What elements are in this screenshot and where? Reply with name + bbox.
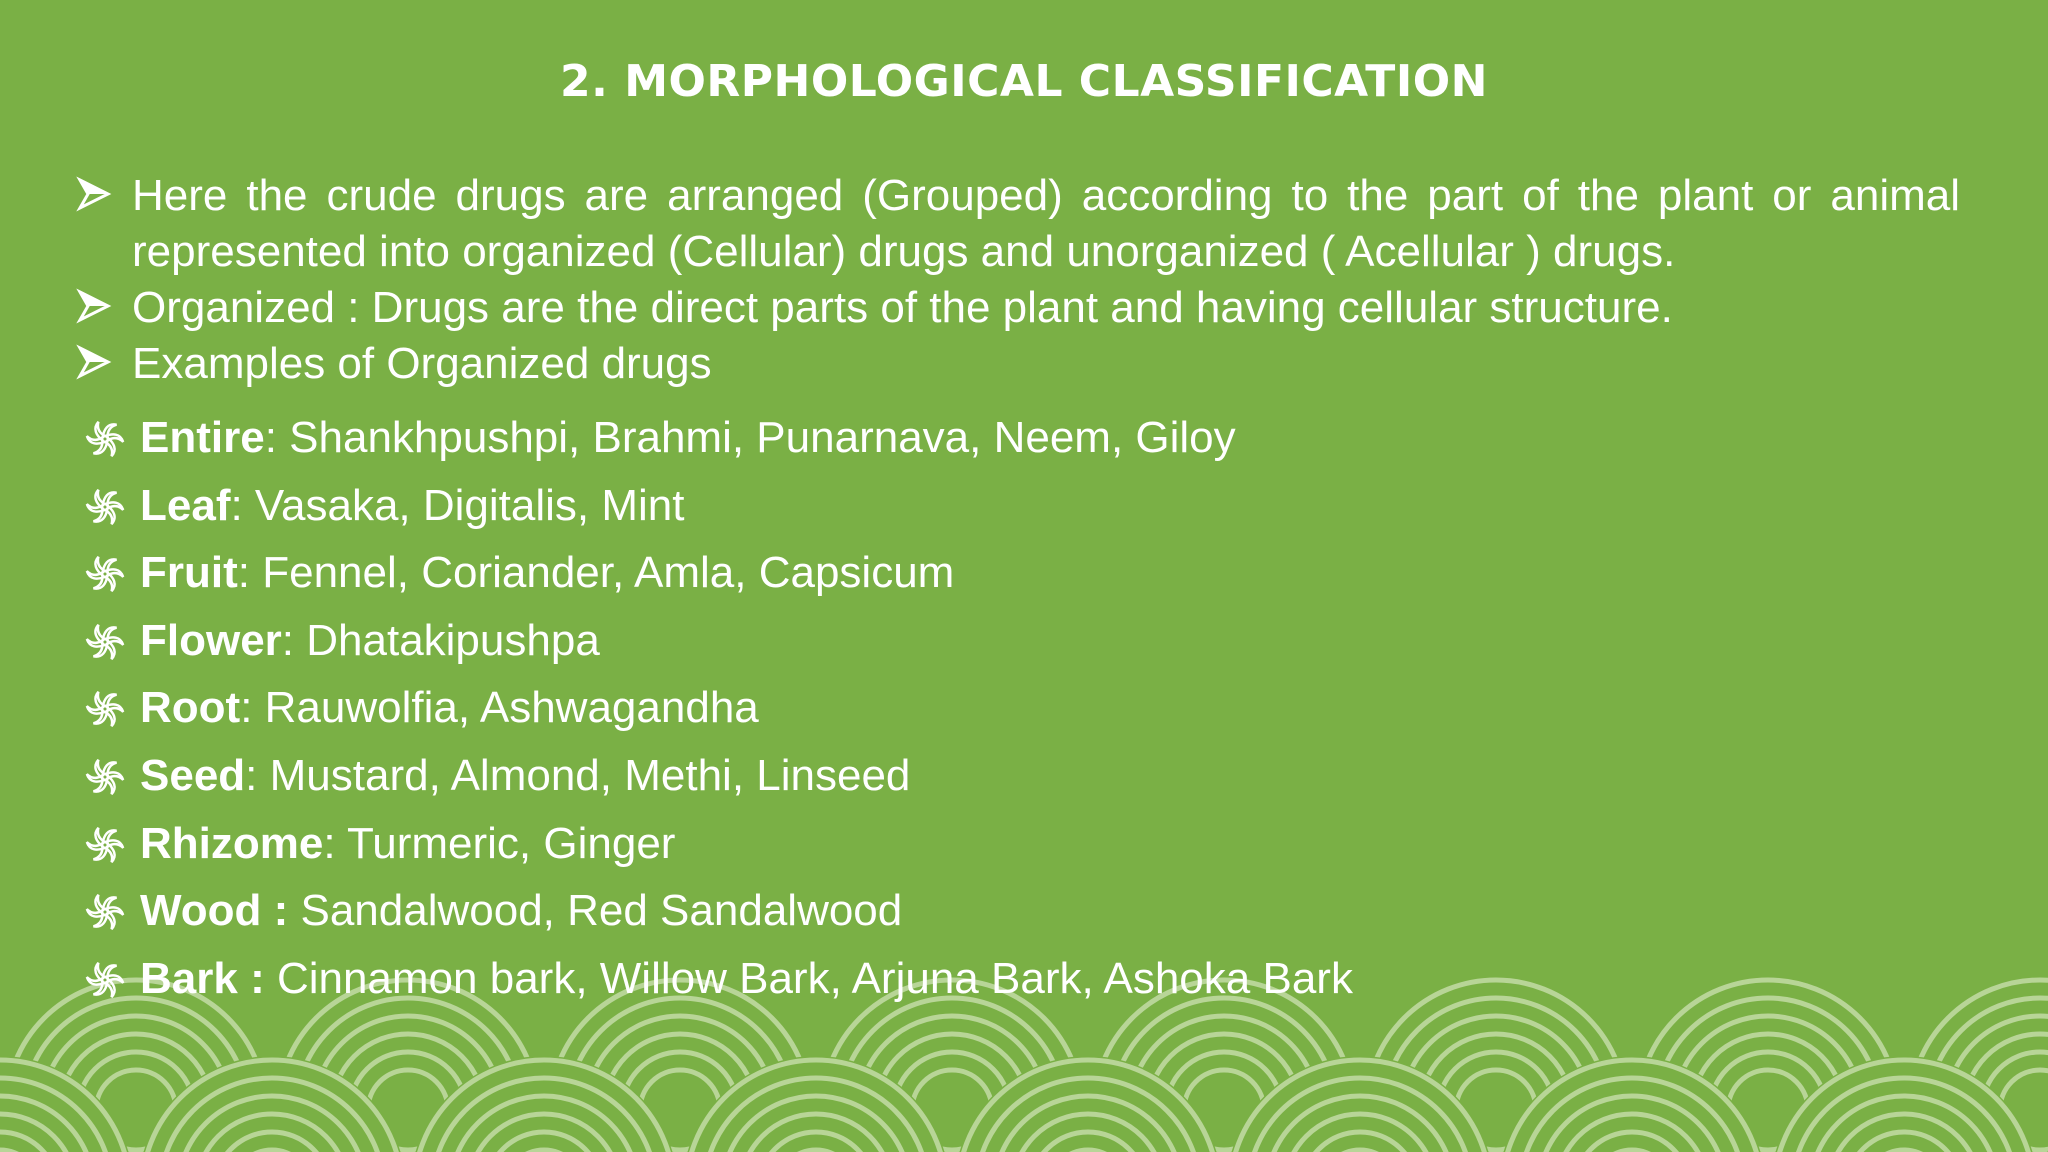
example-text: Sandalwood, Red Sandalwood bbox=[288, 886, 903, 936]
example-text: : Shankhpushpi, Brahmi, Punarnava, Neem, Giloy bbox=[264, 413, 1236, 462]
example-item bbox=[84, 611, 1353, 679]
example-term: Leaf bbox=[140, 480, 231, 530]
example-term: Fruit bbox=[140, 548, 238, 598]
arrowhead-icon bbox=[76, 342, 112, 382]
example-term: Entire bbox=[140, 413, 265, 462]
swirl-icon bbox=[84, 891, 126, 933]
example-item bbox=[84, 678, 1353, 746]
example-text: Cinnamon bark, Willow Bark, Arjuna Bark, Ashoka Bark bbox=[264, 953, 1353, 1003]
swirl-icon bbox=[84, 553, 126, 595]
bullet-item bbox=[76, 280, 1960, 336]
swirl-icon bbox=[84, 621, 126, 663]
example-text: : Mustard, Almond, Methi, Linseed bbox=[245, 750, 911, 800]
example-text: : Dhatakipushpa bbox=[281, 615, 600, 665]
example-term: Flower bbox=[140, 615, 282, 665]
bullet-text: Organized : Drugs are the direct parts of the plant and having cellular structure. bbox=[132, 283, 1673, 332]
slide-title: 2. MORPHOLOGICAL CLASSIFICATION bbox=[560, 56, 1488, 107]
example-item bbox=[84, 746, 1353, 814]
example-term: Seed bbox=[140, 750, 246, 800]
arrowhead-icon bbox=[76, 286, 112, 326]
swirl-icon bbox=[84, 756, 126, 798]
swirl-icon bbox=[84, 824, 126, 866]
example-term: Rhizome bbox=[140, 818, 324, 868]
bullet-item bbox=[76, 168, 1960, 280]
swirl-icon bbox=[84, 688, 126, 730]
example-term: Wood : bbox=[140, 886, 289, 936]
example-item bbox=[84, 949, 1353, 1017]
bullet-text: Examples of Organized drugs bbox=[132, 339, 712, 388]
bullet-text: Here the crude drugs are arranged (Grouped) according to the part of the plant or animal represented into organized (Cellular) drugs and unorganized ( Acellular ) drugs. bbox=[132, 171, 1960, 276]
example-term: Root bbox=[140, 683, 241, 733]
example-item bbox=[84, 881, 1353, 949]
swirl-icon bbox=[84, 418, 126, 460]
example-text: : Fennel, Coriander, Amla, Capsicum bbox=[237, 548, 955, 598]
example-term: Bark : bbox=[140, 953, 265, 1003]
swirl-icon bbox=[84, 486, 126, 528]
arrowhead-icon bbox=[76, 174, 112, 214]
example-text: : Turmeric, Ginger bbox=[323, 818, 676, 868]
swirl-icon bbox=[84, 959, 126, 1001]
example-item bbox=[84, 814, 1353, 882]
example-item bbox=[84, 408, 1353, 476]
example-text: : Rauwolfia, Ashwagandha bbox=[240, 683, 759, 733]
example-text: : Vasaka, Digitalis, Mint bbox=[230, 480, 685, 530]
example-item bbox=[84, 543, 1353, 611]
examples-list bbox=[84, 408, 1353, 1016]
bullet-list bbox=[76, 168, 1960, 392]
bullet-item bbox=[76, 336, 1960, 392]
example-item bbox=[84, 476, 1353, 544]
